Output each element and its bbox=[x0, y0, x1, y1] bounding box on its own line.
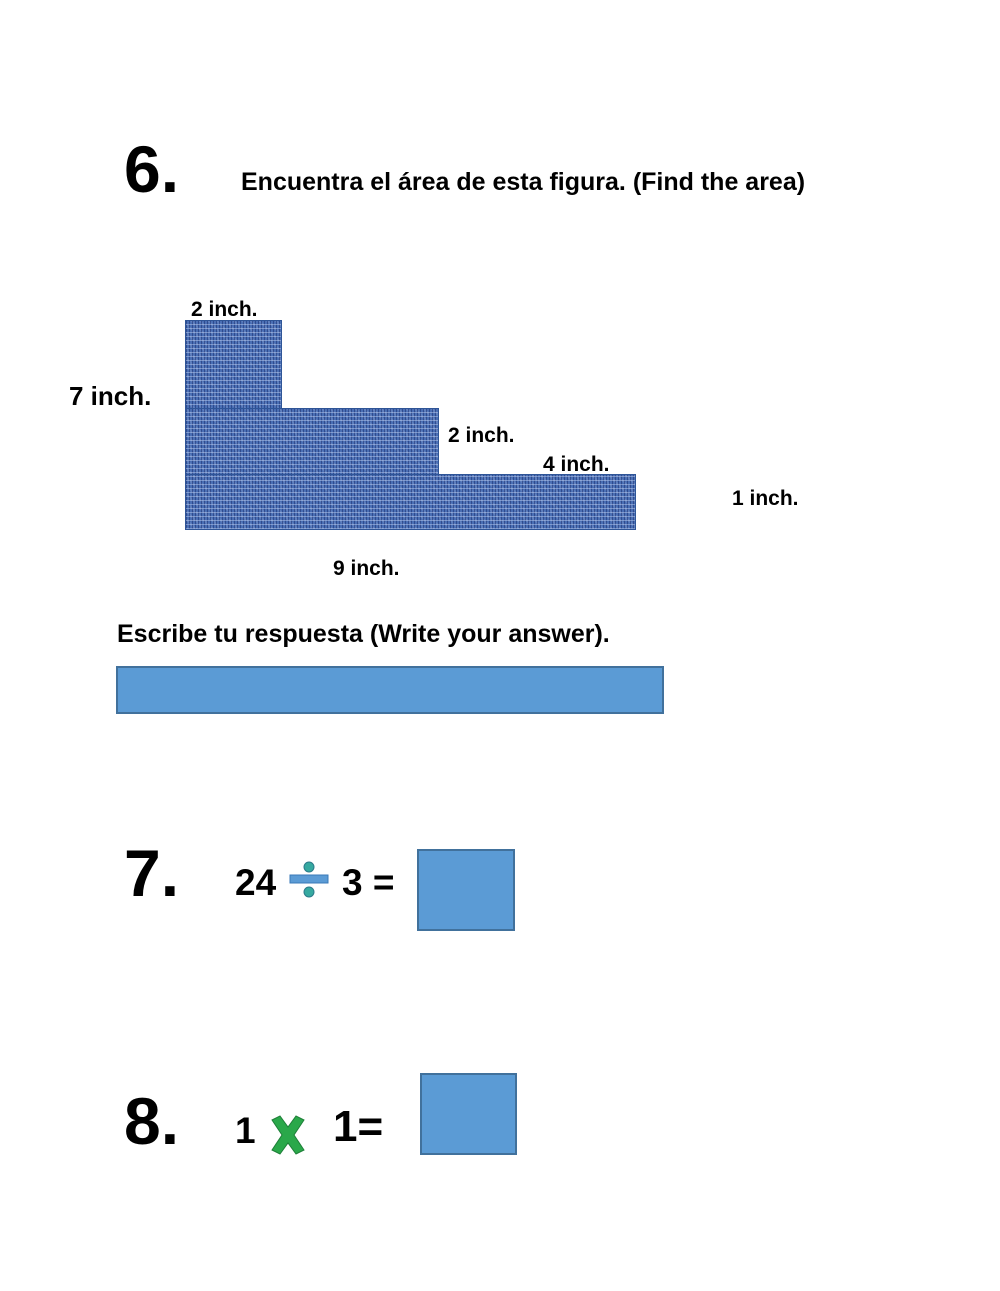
question-7-right-operand: 3 = bbox=[342, 862, 395, 903]
multiplication-icon bbox=[268, 1114, 308, 1156]
label-step-height: 2 inch. bbox=[448, 424, 515, 447]
question-6-number: 6. bbox=[124, 132, 180, 206]
answer-prompt: Escribe tu respuesta (Write your answer). bbox=[117, 620, 610, 648]
question-6-answer-box[interactable] bbox=[116, 666, 664, 714]
question-7-answer-box[interactable] bbox=[417, 849, 515, 931]
label-left-height: 7 inch. bbox=[69, 381, 152, 411]
question-7-left-operand: 24 bbox=[235, 862, 277, 903]
label-top-width: 2 inch. bbox=[191, 298, 258, 321]
question-8-right-operand: 1= bbox=[333, 1102, 384, 1151]
question-7-number: 7. bbox=[124, 836, 180, 910]
label-step-width: 4 inch. bbox=[543, 453, 610, 476]
question-8-number: 8. bbox=[124, 1084, 180, 1158]
question-8-left-operand: 1 bbox=[235, 1110, 256, 1151]
label-bottom-width: 9 inch. bbox=[333, 557, 400, 580]
figure-bottom-base bbox=[185, 474, 636, 530]
division-icon bbox=[288, 861, 330, 899]
question-6-instruction: Encuentra el área de esta figura. (Find the area) bbox=[241, 168, 806, 196]
label-right-height: 1 inch. bbox=[732, 487, 799, 510]
question-8-answer-box[interactable] bbox=[420, 1073, 517, 1155]
